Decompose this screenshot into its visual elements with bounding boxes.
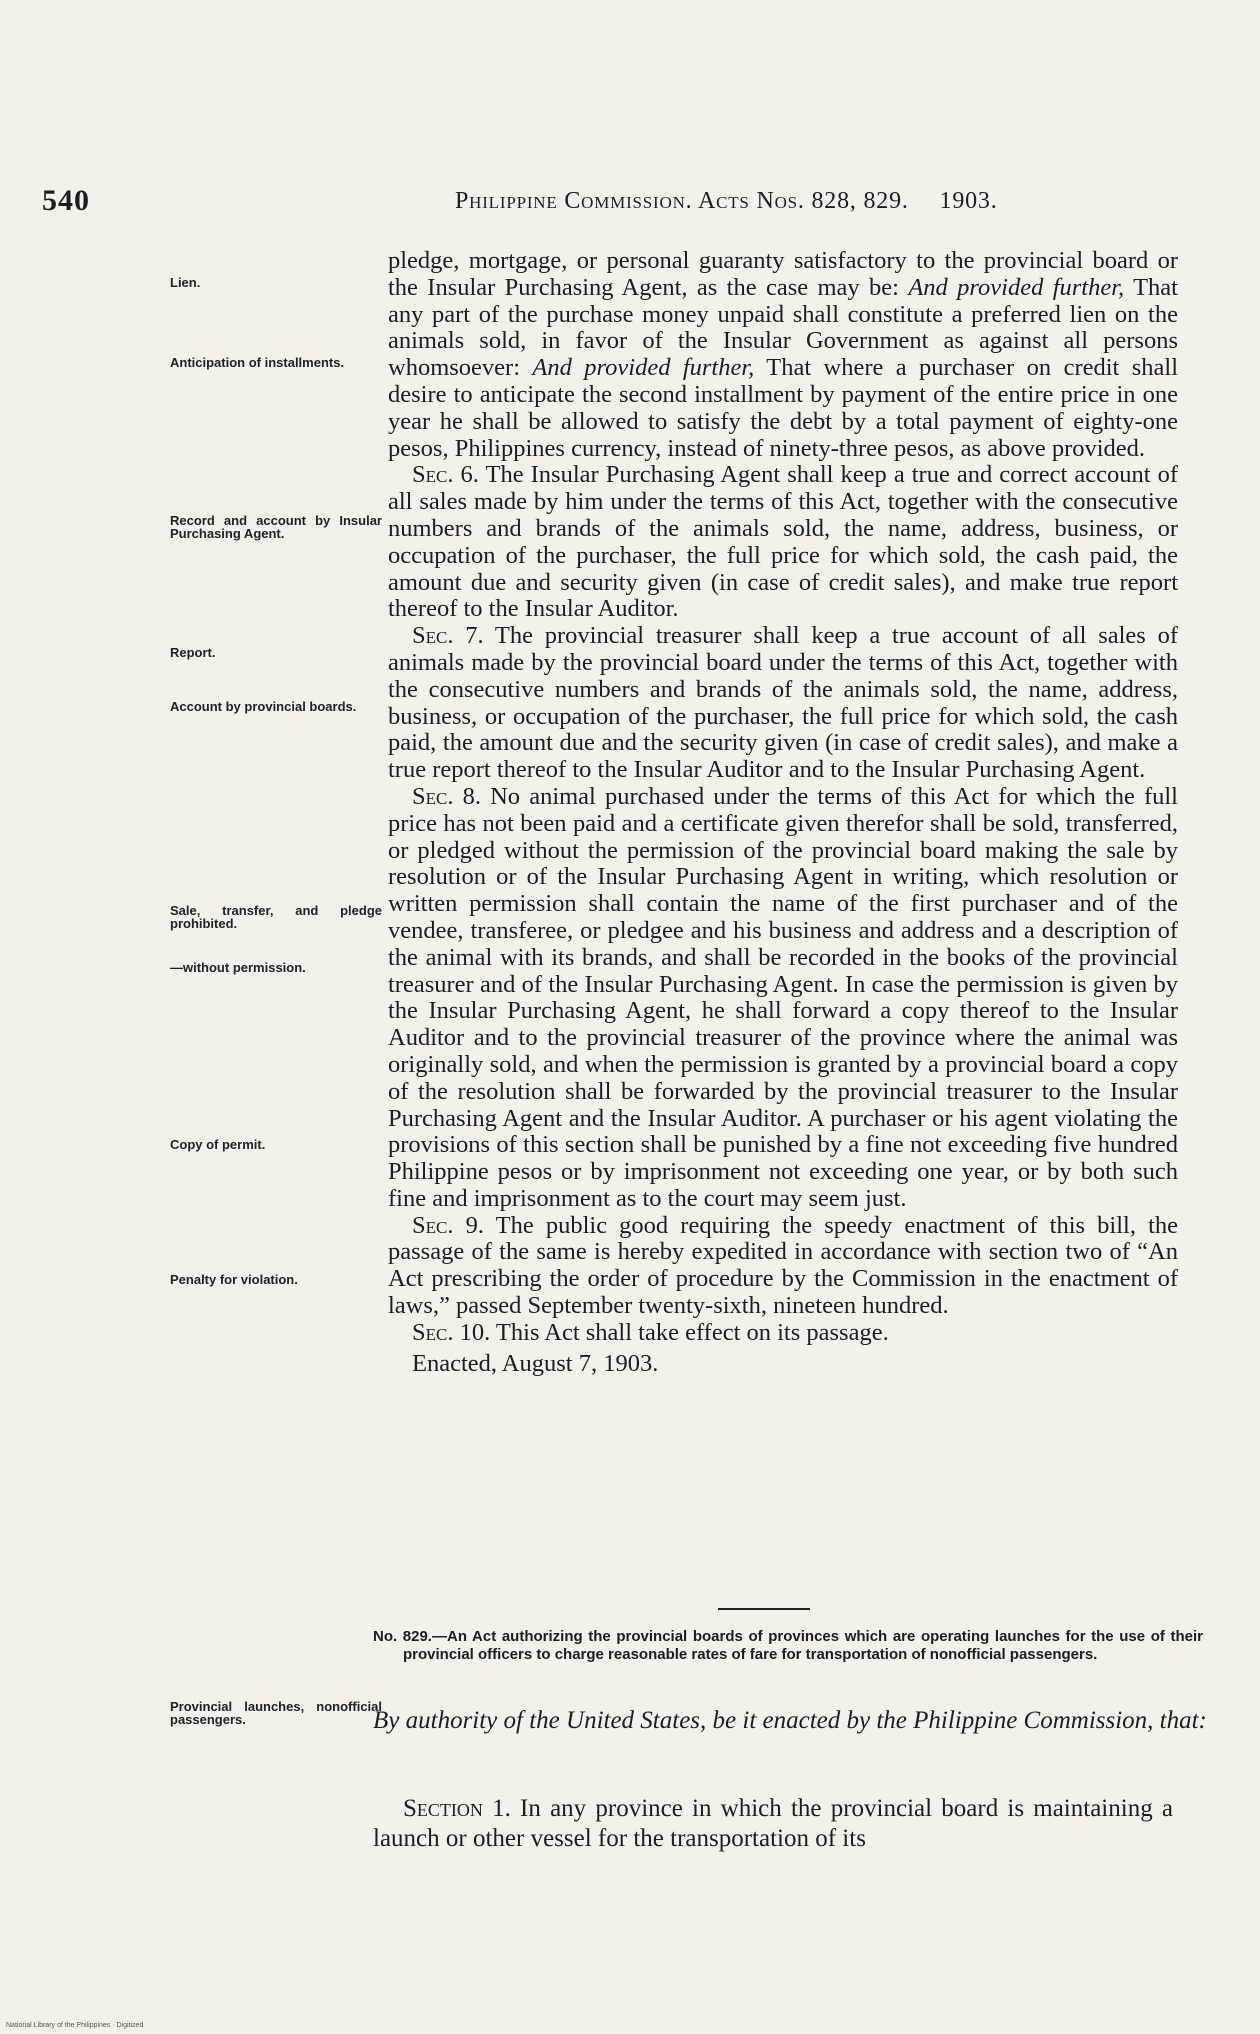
footer-stamp: National Library of the Philippines · Digitized — [6, 2022, 144, 2029]
paragraph-lien: pledge, mortgage, or personal guaranty satisfactory to the provincial board or the Insular Purchasing Agent, as the case may be: And provided further, That any part of the purchase money unpaid shall constitute a preferred lien on the animals sold, in favor of the Insular Government as against all persons whomsoever: And provided further, That where a purchaser on credit shall desire to anticipate the second installment by payment of the entire price in one year he shall be allowed to satisfy the debt by a total payment of eighty-one pesos, Philippines currency, instead of ninety-three pesos, as above provided. — [388, 247, 1179, 462]
act-829-section-1: Section 1. In any province in which the provincial board is maintaining a launch or other vessel for the transportation of its — [373, 1795, 1173, 1852]
page-number: 540 — [42, 184, 90, 217]
section-divider — [718, 1608, 810, 1610]
margin-note-without-permission: —without permission. — [170, 960, 306, 975]
margin-note-provincial-boards: Account by provincial boards. — [170, 699, 357, 714]
section-6: Sec. 6. The Insular Purchasing Agent shall keep a true and correct account of all sales made by him under the terms of this Act, together with the consecutive numbers and brands of the animals sold, the name, address, business, or occupation of the purchaser, the full price for which sold, the cash paid, the amount due and security given (in case of credit sales), and make true report thereof to the Insular Auditor. — [388, 461, 1178, 623]
act-829-title: —An Act authorizing the provincial boards of provinces which are operating launches for the use of their provincial officers to charge reasonable rates of fare for transportation of nonofficial passengers. — [403, 1628, 1203, 1663]
margin-note-copy-permit: Copy of permit. — [170, 1137, 266, 1152]
running-head-title: Philippine Commission. Acts Nos. 828, 829. — [455, 188, 909, 214]
section-10: Sec. 10. This Act shall take effect on its passage. — [412, 1318, 889, 1346]
margin-note-record: Record and account by Insular Purchasing Agent. — [170, 513, 382, 541]
margin-note-penalty: Penalty for violation. — [170, 1272, 298, 1287]
margin-note-lien: Lien. — [170, 275, 201, 290]
section-8: Sec. 8. No animal purchased under the terms of this Act for which the full price has not been paid and a certificate given therefor shall be sold, transferred, or pledged without the permission of the provincial board making the sale by resolution or of the Insular Purchasing Agent in writing, which resolution or written permission shall contain the name of the first purchaser and of the vendee, transferee, or pledgee and his business and address and a description of the animal with its brands, and shall be recorded in the books of the provincial treasurer and of the Insular Purchasing Agent. In case the permission is given by the Insular Purchasing Agent, he shall forward a copy thereof to the Insular Auditor and to the provincial treasurer of the province where the animal was originally sold, and when the permission is granted by a provincial board a copy of the resolution shall be forwarded by the provincial treasurer to the Insular Purchasing Agent and the Insular Auditor. A purchaser or his agent violating the provisions of this section shall be punished by a fine not exceeding five hundred Philippine pesos or by imprisonment not exceeding one year, or by both such fine and imprisonment as to the court may seem just. — [388, 782, 1178, 1212]
running-head — [455, 188, 998, 215]
enacted-date: Enacted, August 7, 1903. — [412, 1349, 659, 1377]
margin-note-launches: Provincial launches, nonofficial passengers. — [170, 1699, 382, 1727]
act-829-heading — [373, 1628, 1203, 1664]
section-7: Sec. 7. The provincial treasurer shall keep a true account of all sales of animals made by the provincial board under the terms of this Act, together with the consecutive numbers and brands of the animals sold, the name, address, business, or occupation of the purchaser, the full price for which sold, the cash paid, the amount due and the security given (in case of credit sales), and make a true report thereof to the Insular Auditor and to the Insular Purchasing Agent. — [388, 622, 1178, 784]
margin-note-anticipation: Anticipation of installments. — [170, 355, 345, 370]
margin-note-report: Report. — [170, 645, 216, 660]
body-text — [388, 248, 1178, 1377]
running-head-year: 1903. — [939, 188, 998, 214]
enacting-clause: By authority of the United States, be it enacted by the Philippine Commission, that: — [373, 1707, 1207, 1734]
margin-note-sale-prohibited: Sale, transfer, and pledge prohibited. — [170, 903, 382, 931]
section-9: Sec. 9. The public good requiring the speedy enactment of this bill, the passage of the same is hereby expedited in accordance with section two of “An Act prescribing the order of procedure by the Commission in the enactment of laws,” passed September twenty-sixth, nineteen hundred. — [388, 1211, 1178, 1320]
act-829-number: No. 829. — [373, 1628, 432, 1645]
